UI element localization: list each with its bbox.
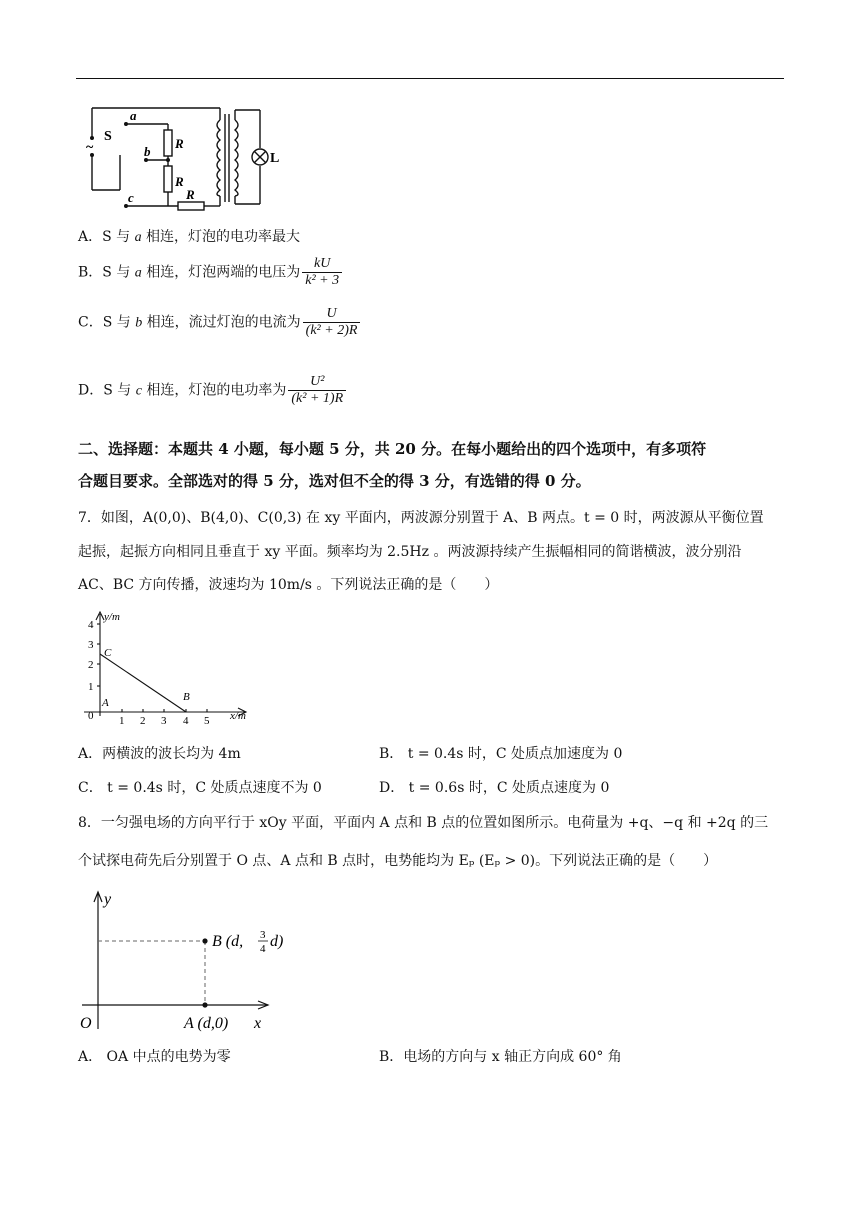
q7-x-tick-4: 4 [183, 715, 189, 726]
q6-b-denominator: k² + 3 [302, 272, 342, 289]
q7-y-tick-4: 4 [88, 619, 94, 631]
q6-b-var: a [134, 265, 142, 281]
circuit-label-a: a [130, 108, 137, 123]
circuit-r1-label: R [175, 136, 184, 151]
q8-option-a: A． OA 中点的电势为零 [78, 1049, 231, 1065]
q6-d-denominator: (k² + 1)R [288, 390, 346, 407]
q8-y-label: y [104, 891, 112, 908]
q6-d-numerator: U² [310, 374, 325, 389]
q7-option-b: B． t = 0.4s 时，C 处质点加速度为 0 [379, 746, 623, 762]
header-rule [76, 78, 784, 79]
q8-point-b-frac-num: 3 [260, 929, 266, 941]
q6-option-c [78, 306, 362, 339]
q6-c-denominator: (k² + 2)R [303, 322, 361, 339]
q7-stem-line1: 7．如图，A(0,0)、B(4,0)、C(0,3) 在 xy 平面内，两波源分别置于 A、B 两点。t = 0 时，两波源从平衡位置 [78, 510, 764, 526]
q8-point-a-label: A (d,0) [184, 1015, 229, 1032]
q8-stem-line1: 8．一匀强电场的方向平行于 xOy 平面，平面内 A 点和 B 点的位置如图所示。电荷量为 +q、−q 和 +2q 的三 [78, 815, 769, 831]
q7-stem-line3: AC、BC 方向传播，波速均为 10m/s 。下列说法正确的是（ ） [78, 577, 499, 593]
q8-option-b: B．电场的方向与 x 轴正方向成 60° 角 [379, 1049, 622, 1065]
q6-b-numerator: kU [314, 256, 331, 271]
circuit-r3-label: R [186, 187, 195, 202]
q6-option-d [78, 374, 348, 407]
q7-option-a: A．两横波的波长均为 4m [78, 746, 241, 762]
circuit-diagram [80, 100, 290, 220]
q6-d-text: 相连，灯泡的电功率为 [141, 382, 287, 399]
q6-option-a [78, 226, 300, 246]
q7-option-d: D． t = 0.6s 时，C 处质点速度为 0 [379, 780, 610, 796]
q7-origin: 0 [88, 710, 94, 722]
q6-c-text: 相连，流过灯泡的电流为 [142, 314, 301, 331]
circuit-tilde: ~ [86, 140, 94, 155]
q6-b-prefix: B．S 与 [78, 264, 131, 281]
q8-point-b-x: d, [231, 933, 244, 950]
q7-y-tick-2: 2 [88, 659, 94, 671]
section2-line1: 二、选择题：本题共 4 小题，每小题 5 分，共 20 分。在每小题给出的四个选项中，有多项符 [78, 440, 707, 458]
q7-point-c: C [104, 647, 112, 659]
q7-x-tick-2: 2 [140, 715, 146, 726]
q6-c-prefix: C．S 与 [78, 314, 131, 331]
q7-y-tick-3: 3 [88, 639, 94, 651]
q8-coordinate-graph [78, 884, 308, 1034]
q8-x-label: x [254, 1015, 262, 1032]
q6-b-text: 相连，灯泡两端的电压为 [141, 264, 301, 281]
q7-y-tick-1: 1 [88, 681, 94, 693]
q8-point-b-tail: d) [270, 933, 284, 950]
q7-y-axis-label: y/m [104, 611, 120, 623]
q6-b-fraction [302, 256, 342, 289]
section2-line2: 合题目要求。全部选对的得 5 分，选对但不全的得 3 分，有选错的得 0 分。 [78, 472, 591, 490]
q6-option-b [78, 256, 344, 289]
q8-point-b-name: B [212, 933, 222, 950]
q6-d-prefix: D．S 与 [78, 382, 132, 399]
q6-d-fraction [288, 374, 346, 407]
q6-a-prefix: A．S 与 [78, 229, 131, 245]
q6-a-text: 相连，灯泡的电功率最大 [141, 229, 301, 245]
q6-a-var: a [134, 230, 142, 245]
circuit-label-c: c [128, 190, 134, 205]
q7-stem-line2: 起振，起振方向相同且垂直于 xy 平面。频率均为 2.5Hz 。两波源持续产生振幅相同的简谐横波，波分别沿 [78, 544, 742, 560]
q7-coordinate-graph [80, 606, 260, 726]
q7-x-axis-label: x/m [230, 710, 246, 722]
q8-point-a-name: A [184, 1015, 194, 1032]
q6-d-var: c [135, 383, 142, 399]
q7-point-a: A [102, 697, 109, 709]
q7-option-c: C． t = 0.4s 时，C 处质点速度不为 0 [78, 780, 322, 796]
q6-c-fraction [303, 306, 361, 339]
q8-origin: O [80, 1015, 92, 1032]
circuit-label-b: b [144, 144, 151, 159]
q7-x-tick-3: 3 [161, 715, 167, 726]
q6-c-numerator: U [326, 306, 337, 321]
q6-c-var: b [135, 315, 143, 331]
circuit-r2-label: R [175, 174, 184, 189]
q7-point-b: B [183, 691, 190, 703]
q8-point-b-frac-den: 4 [260, 943, 266, 955]
q7-x-tick-1: 1 [119, 715, 125, 726]
q7-x-tick-5: 5 [204, 715, 210, 726]
circuit-switch-label: S [104, 129, 112, 144]
circuit-lamp-label: L [270, 151, 280, 166]
q8-stem-line2: 个试探电荷先后分别置于 O 点、A 点和 B 点时，电势能均为 Eₚ (Eₚ > 0)。下列说法正确的是（ ） [78, 853, 718, 869]
q8-point-b-label: B (d, [212, 933, 244, 950]
q8-point-a-coord: d,0 [202, 1015, 223, 1032]
